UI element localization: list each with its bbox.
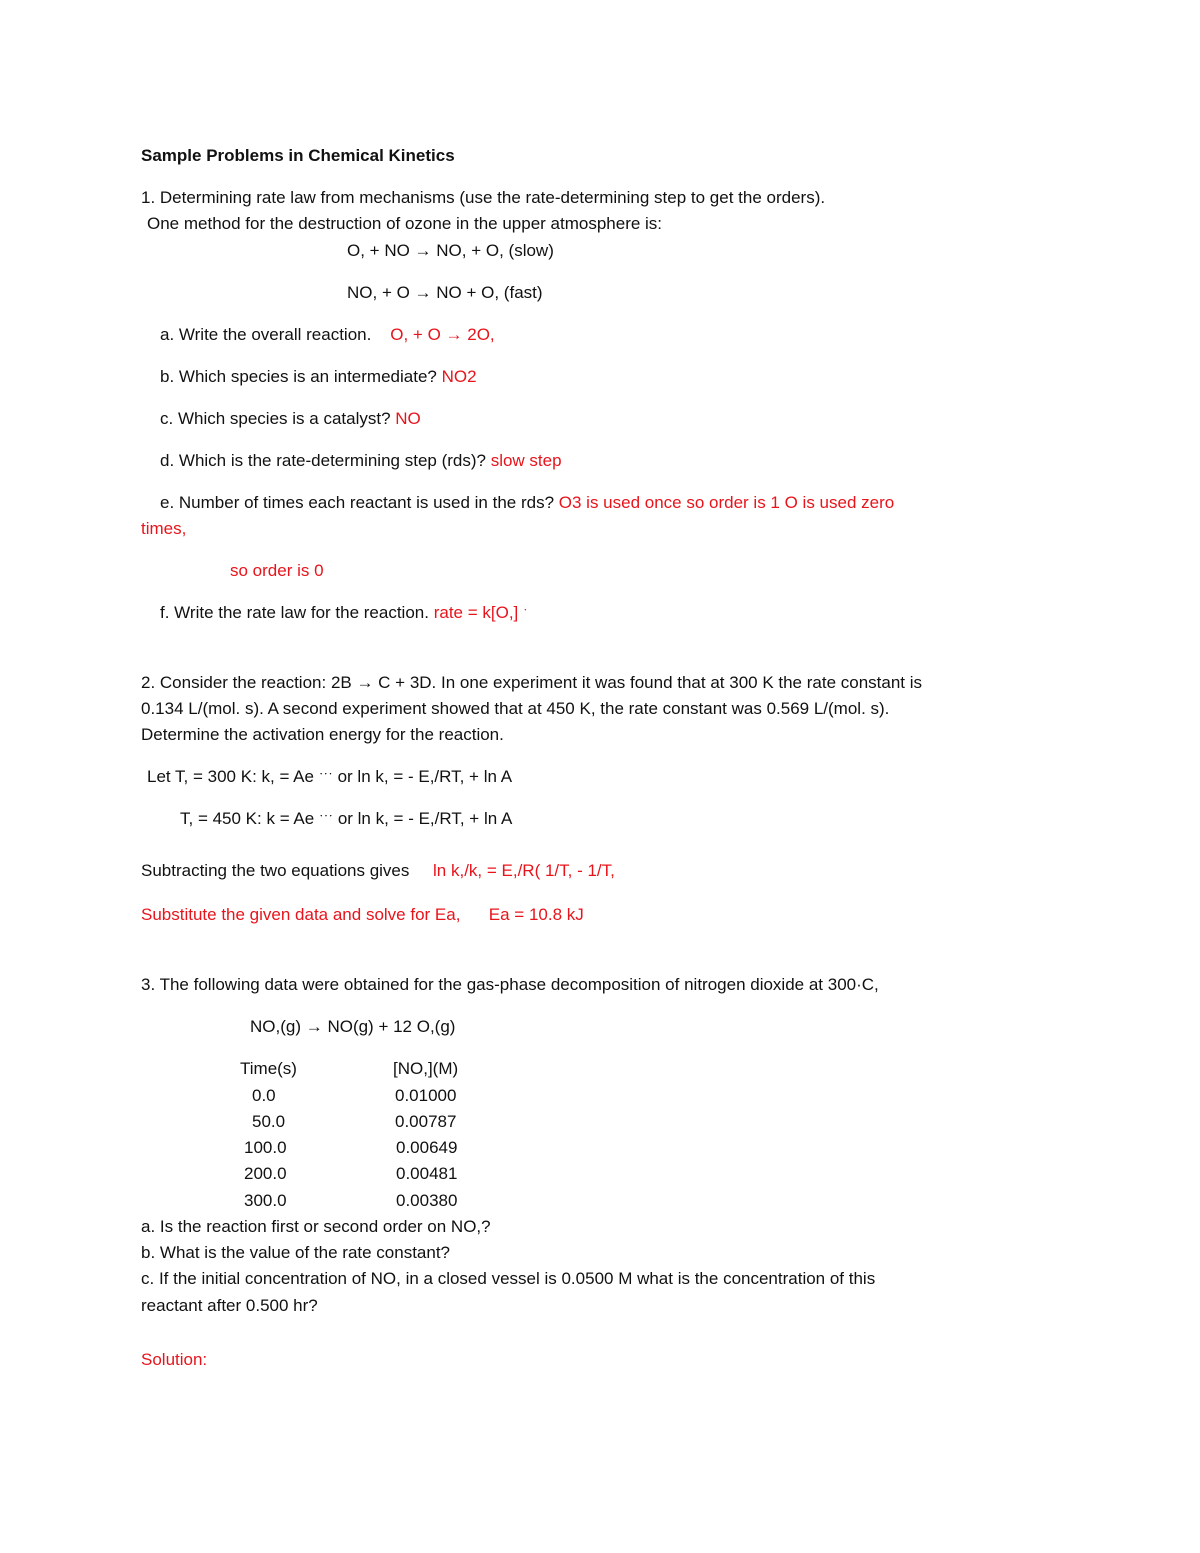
question-b	[160, 366, 477, 388]
table-cell-time: 300.0	[244, 1191, 287, 1210]
question-e-answer: O3 is used once so order is 1 O is used zero	[558, 493, 895, 512]
question-e-text: e. Number of times each reactant is used in the rds?	[160, 493, 555, 512]
problem-2-line-1: 2. Consider the reaction: 2B → C + 3D. In one experiment it was found that at 300 K the rate constant is	[141, 673, 923, 692]
substitute-text: Substitute the given data and solve for Ea,	[141, 905, 461, 924]
page-title: Sample Problems in Chemical Kinetics	[141, 146, 455, 165]
problem-2-line-3: Determine the activation energy for the reaction.	[141, 725, 504, 744]
table-cell-conc: 0.00649	[396, 1138, 458, 1157]
solution-label: Solution:	[141, 1350, 208, 1369]
problem-3-question-b: b. What is the value of the rate constant?	[141, 1243, 451, 1262]
table-cell-conc: 0.00380	[396, 1191, 458, 1210]
question-d-text: d. Which is the rate-determining step (rds)?	[160, 451, 486, 470]
table-header-time: Time(s)	[240, 1059, 297, 1078]
question-f-text: f. Write the rate law for the reaction.	[160, 603, 429, 622]
question-b-text: b. Which species is an intermediate?	[160, 367, 437, 386]
table-cell-time: 200.0	[244, 1164, 287, 1183]
question-b-answer: NO2	[441, 367, 477, 386]
question-e-answer-cont: times,	[141, 519, 187, 538]
problem-3-line-1: 3. The following data were obtained for the gas-phase decomposition of nitrogen dioxide at 300·C,	[141, 975, 879, 994]
question-e-answer-end: so order is 0	[230, 561, 324, 580]
question-c	[160, 408, 421, 430]
problem-1-heading: 1. Determining rate law from mechanisms (use the rate-determining step to get the orders).	[141, 188, 826, 207]
question-d-answer: slow step	[490, 451, 562, 470]
question-f	[160, 602, 528, 624]
table-cell-conc: 0.00787	[395, 1112, 457, 1131]
question-a-answer: O, + O → 2O,	[390, 325, 495, 344]
table-header-conc: [NO,](M)	[393, 1059, 459, 1078]
question-f-answer: rate = k[O,] ˑ	[433, 603, 528, 622]
table-cell-conc: 0.01000	[395, 1086, 457, 1105]
problem-3-question-a: a. Is the reaction first or second order on NO,?	[141, 1217, 491, 1236]
problem-2-line-2: 0.134 L/(mol. s). A second experiment showed that at 450 K, the rate constant was 0.569 L/(mol. s).	[141, 699, 890, 718]
equation-t2: T, = 450 K: k = Ae ˑˑˑ or ln k, = - E,/RT, + ln A	[180, 809, 513, 828]
subtract-text: Subtracting the two equations gives	[141, 861, 410, 880]
subtract-answer: ln k,/k, = E,/R( 1/T, - 1/T,	[433, 861, 615, 880]
subtract-line	[141, 860, 615, 882]
question-a	[160, 324, 495, 346]
question-a-text: a. Write the overall reaction.	[160, 325, 372, 344]
question-e	[160, 492, 894, 514]
question-c-answer: NO	[395, 409, 421, 428]
problem-3-question-c-cont: reactant after 0.500 hr?	[141, 1296, 318, 1315]
table-cell-time: 0.0	[252, 1086, 276, 1105]
question-d	[160, 450, 562, 472]
equation-t1: Let T, = 300 K: k, = Ae ˑˑˑ or ln k, = - E,/RT, + ln A	[147, 767, 513, 786]
problem-3-question-c: c. If the initial concentration of NO, in a closed vessel is 0.0500 M what is the concentration of this	[141, 1269, 876, 1288]
table-cell-time: 100.0	[244, 1138, 287, 1157]
substitute-answer: Ea = 10.8 kJ	[488, 905, 584, 924]
problem-1-intro: One method for the destruction of ozone in the upper atmosphere is:	[147, 214, 663, 233]
mechanism-step-2: NO, + O → NO + O, (fast)	[347, 283, 543, 302]
question-c-text: c. Which species is a catalyst?	[160, 409, 391, 428]
substitute-line	[141, 904, 584, 926]
table-cell-time: 50.0	[252, 1112, 286, 1131]
problem-3-reaction: NO,(g) → NO(g) + 12 O,(g)	[250, 1017, 456, 1036]
table-cell-conc: 0.00481	[396, 1164, 458, 1183]
mechanism-step-1: O, + NO → NO, + O, (slow)	[347, 241, 554, 260]
